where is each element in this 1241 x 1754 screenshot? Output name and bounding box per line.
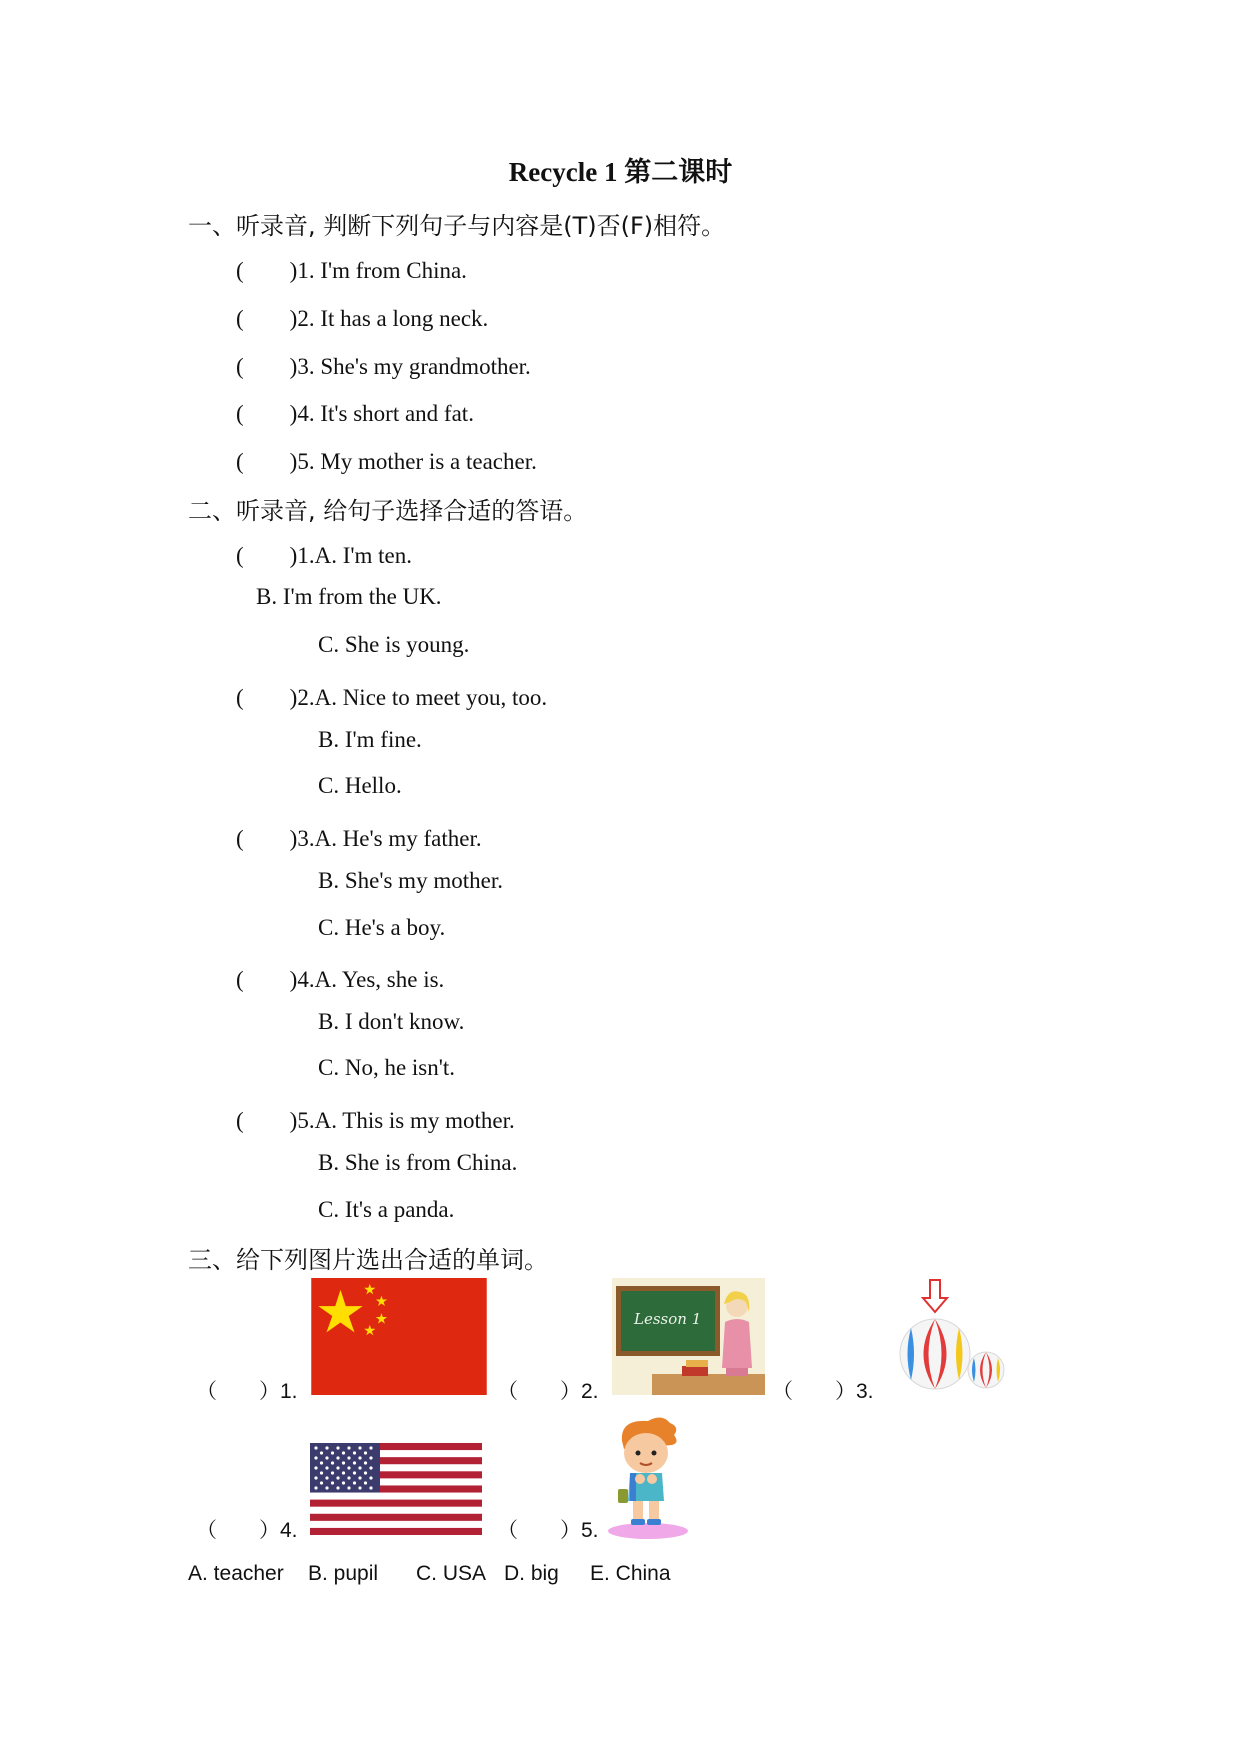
picture-5-label xyxy=(497,1514,599,1544)
china-flag-icon xyxy=(310,1278,488,1395)
picture-number: 4. xyxy=(280,1519,298,1542)
statement-text: 2. It has a long neck. xyxy=(297,306,489,331)
teacher-blackboard-icon xyxy=(612,1278,765,1395)
part1-item-2 xyxy=(236,300,488,333)
part2-q4-c: C. No, he isn't. xyxy=(318,1055,456,1080)
answer-paren[interactable]: ( ) xyxy=(236,401,298,426)
answer-paren[interactable]: （ ） xyxy=(196,1380,280,1403)
pupil-boy-icon xyxy=(600,1415,695,1540)
blackboard-text: Lesson 1 xyxy=(634,1310,702,1328)
picture-number: 2. xyxy=(581,1380,599,1403)
picture-1-label xyxy=(196,1375,298,1405)
answer-paren[interactable]: ( ) xyxy=(236,826,298,851)
statement-text: 5. My mother is a teacher. xyxy=(297,449,537,474)
part2-q5-a xyxy=(236,1102,515,1135)
picture-number: 5. xyxy=(581,1519,599,1542)
usa-flag-icon xyxy=(310,1443,482,1535)
part2-q3-c: C. He's a boy. xyxy=(318,915,446,940)
big-ball-icon xyxy=(886,1278,1011,1395)
part2-q2-a xyxy=(236,679,547,712)
answer-paren[interactable]: ( ) xyxy=(236,1108,298,1133)
option-a: 2.A. Nice to meet you, too. xyxy=(297,685,548,710)
part2-q2-b: B. I'm fine. xyxy=(318,727,422,752)
answer-paren[interactable]: ( ) xyxy=(236,685,298,710)
answer-paren[interactable]: ( ) xyxy=(236,258,298,283)
part2-q4-b: B. I don't know. xyxy=(318,1009,465,1034)
part1-item-4 xyxy=(236,395,474,428)
word-option-a: A. teacher xyxy=(188,1562,284,1585)
picture-2-label xyxy=(497,1375,599,1405)
part2-q5-c: C. It's a panda. xyxy=(318,1197,455,1222)
option-a: 3.A. He's my father. xyxy=(297,826,482,851)
part1-item-1 xyxy=(236,252,467,285)
answer-paren[interactable]: ( ) xyxy=(236,354,298,379)
option-a: 4.A. Yes, she is. xyxy=(297,967,445,992)
answer-paren[interactable]: ( ) xyxy=(236,543,298,568)
part1-item-5 xyxy=(236,443,537,476)
word-option-e: E. China xyxy=(590,1562,671,1585)
part2-q1-b: B. I'm from the UK. xyxy=(256,584,442,609)
option-a: 5.A. This is my mother. xyxy=(297,1108,515,1133)
part2-q3-b: B. She's my mother. xyxy=(318,868,503,893)
statement-text: 3. She's my grandmother. xyxy=(297,354,531,379)
statement-text: 4. It's short and fat. xyxy=(297,401,474,426)
answer-paren[interactable]: （ ） xyxy=(772,1380,856,1403)
part2-q3-a xyxy=(236,820,482,853)
word-option-b: B. pupil xyxy=(308,1562,379,1585)
answer-paren[interactable]: （ ） xyxy=(497,1519,581,1542)
option-a: 1.A. I'm ten. xyxy=(297,543,412,568)
part2-q1-c: C. She is young. xyxy=(318,632,470,657)
answer-paren[interactable]: ( ) xyxy=(236,449,298,474)
part2-heading: 二、听录音, 给句子选择合适的答语。 xyxy=(188,497,588,525)
picture-number: 3. xyxy=(856,1380,874,1403)
answer-paren[interactable]: （ ） xyxy=(196,1519,280,1542)
answer-paren[interactable]: ( ) xyxy=(236,967,298,992)
part3-heading: 三、给下列图片选出合适的单词。 xyxy=(188,1246,548,1274)
part2-q4-a xyxy=(236,961,444,994)
statement-text: 1. I'm from China. xyxy=(297,258,467,283)
word-option-d: D. big xyxy=(504,1562,559,1585)
part1-item-3 xyxy=(236,348,531,381)
part2-q1-a xyxy=(236,537,412,570)
part2-q2-c: C. Hello. xyxy=(318,773,402,798)
picture-4-label xyxy=(196,1514,298,1544)
picture-number: 1. xyxy=(280,1380,298,1403)
part1-heading: 一、听录音, 判断下列句子与内容是(T)否(F)相符。 xyxy=(188,212,726,240)
part2-q5-b: B. She is from China. xyxy=(318,1150,518,1175)
page-title: Recycle 1 第二课时 xyxy=(508,157,733,187)
picture-3-label xyxy=(772,1375,874,1405)
word-option-c: C. USA xyxy=(416,1562,487,1585)
answer-paren[interactable]: ( ) xyxy=(236,306,298,331)
answer-paren[interactable]: （ ） xyxy=(497,1380,581,1403)
